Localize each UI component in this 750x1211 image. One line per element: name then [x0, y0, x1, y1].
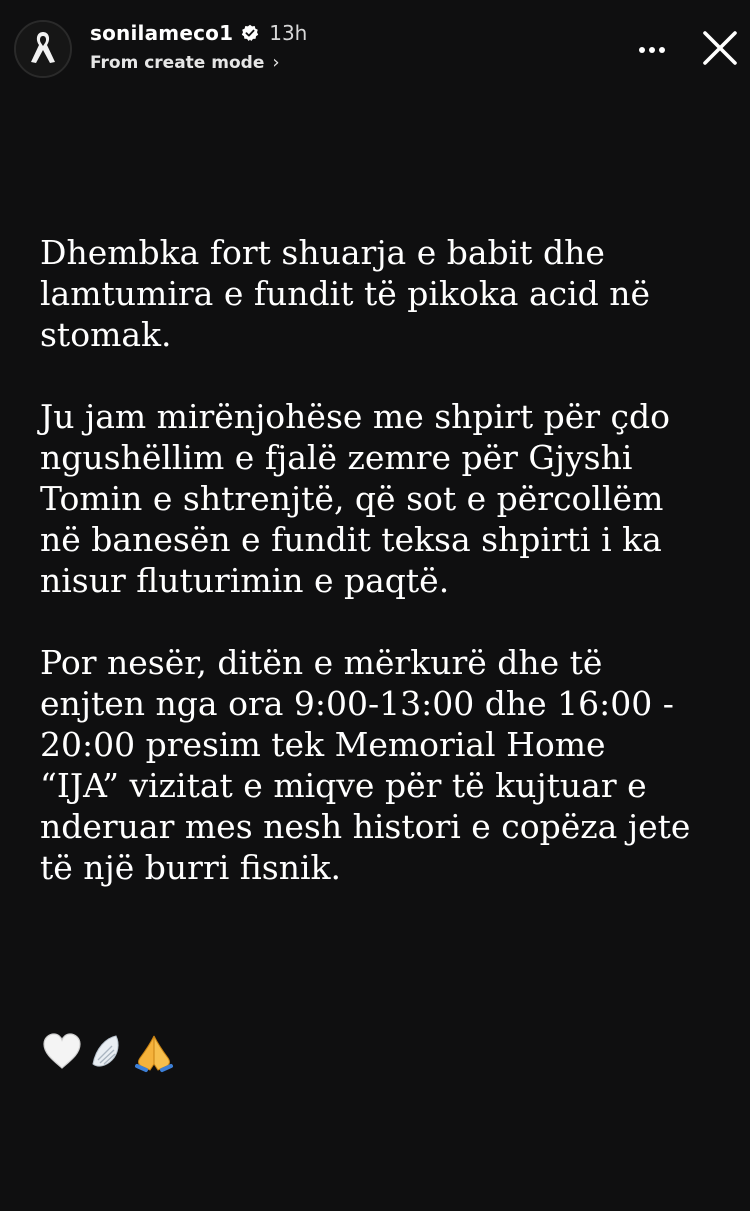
- close-icon: [694, 22, 746, 74]
- paragraph-2: Ju jam mirënjohëse me shpirt për çdo ngushëllim e fjalë zemre për Gjyshi Tomin e shtrenjtë, që sot e përcollëm në banesën e fundit teksa shpirti i ka nisur fluturimin e paqtë.: [40, 397, 670, 600]
- emoji-row: [40, 1030, 176, 1074]
- white-heart-icon: [40, 1030, 84, 1074]
- more-options-icon: [632, 30, 672, 70]
- angel-wing-icon: [86, 1030, 130, 1074]
- user-line: [90, 19, 307, 47]
- avatar[interactable]: [14, 20, 72, 78]
- username[interactable]: sonilameco1: [90, 21, 234, 45]
- more-options-button[interactable]: [632, 30, 672, 70]
- folded-hands-icon: [132, 1030, 176, 1074]
- story-text: [40, 232, 730, 929]
- close-button[interactable]: [694, 22, 746, 74]
- paragraph-1: Dhembka fort shuarja e babit dhe lamtumira e fundit të pikoka acid në stomak.: [40, 233, 651, 354]
- black-ribbon-icon: [16, 22, 70, 76]
- paragraph-3: Por nesër, ditën e mërkurë dhe të enjten nga ora 9:00-13:00 dhe 16:00 - 20:00 presim tek Memorial Home “IJA” vizitat e miqve për të kujtuar e nderuar mes nesh histori e copëza jete të një burri fisnik.: [40, 643, 691, 887]
- verified-badge-icon: [241, 24, 259, 42]
- chevron-right-icon: ›: [272, 52, 280, 73]
- create-mode-label: From create mode: [90, 53, 265, 73]
- create-mode-link[interactable]: [90, 50, 280, 76]
- story-header: [0, 0, 750, 90]
- post-time: 13h: [269, 21, 308, 45]
